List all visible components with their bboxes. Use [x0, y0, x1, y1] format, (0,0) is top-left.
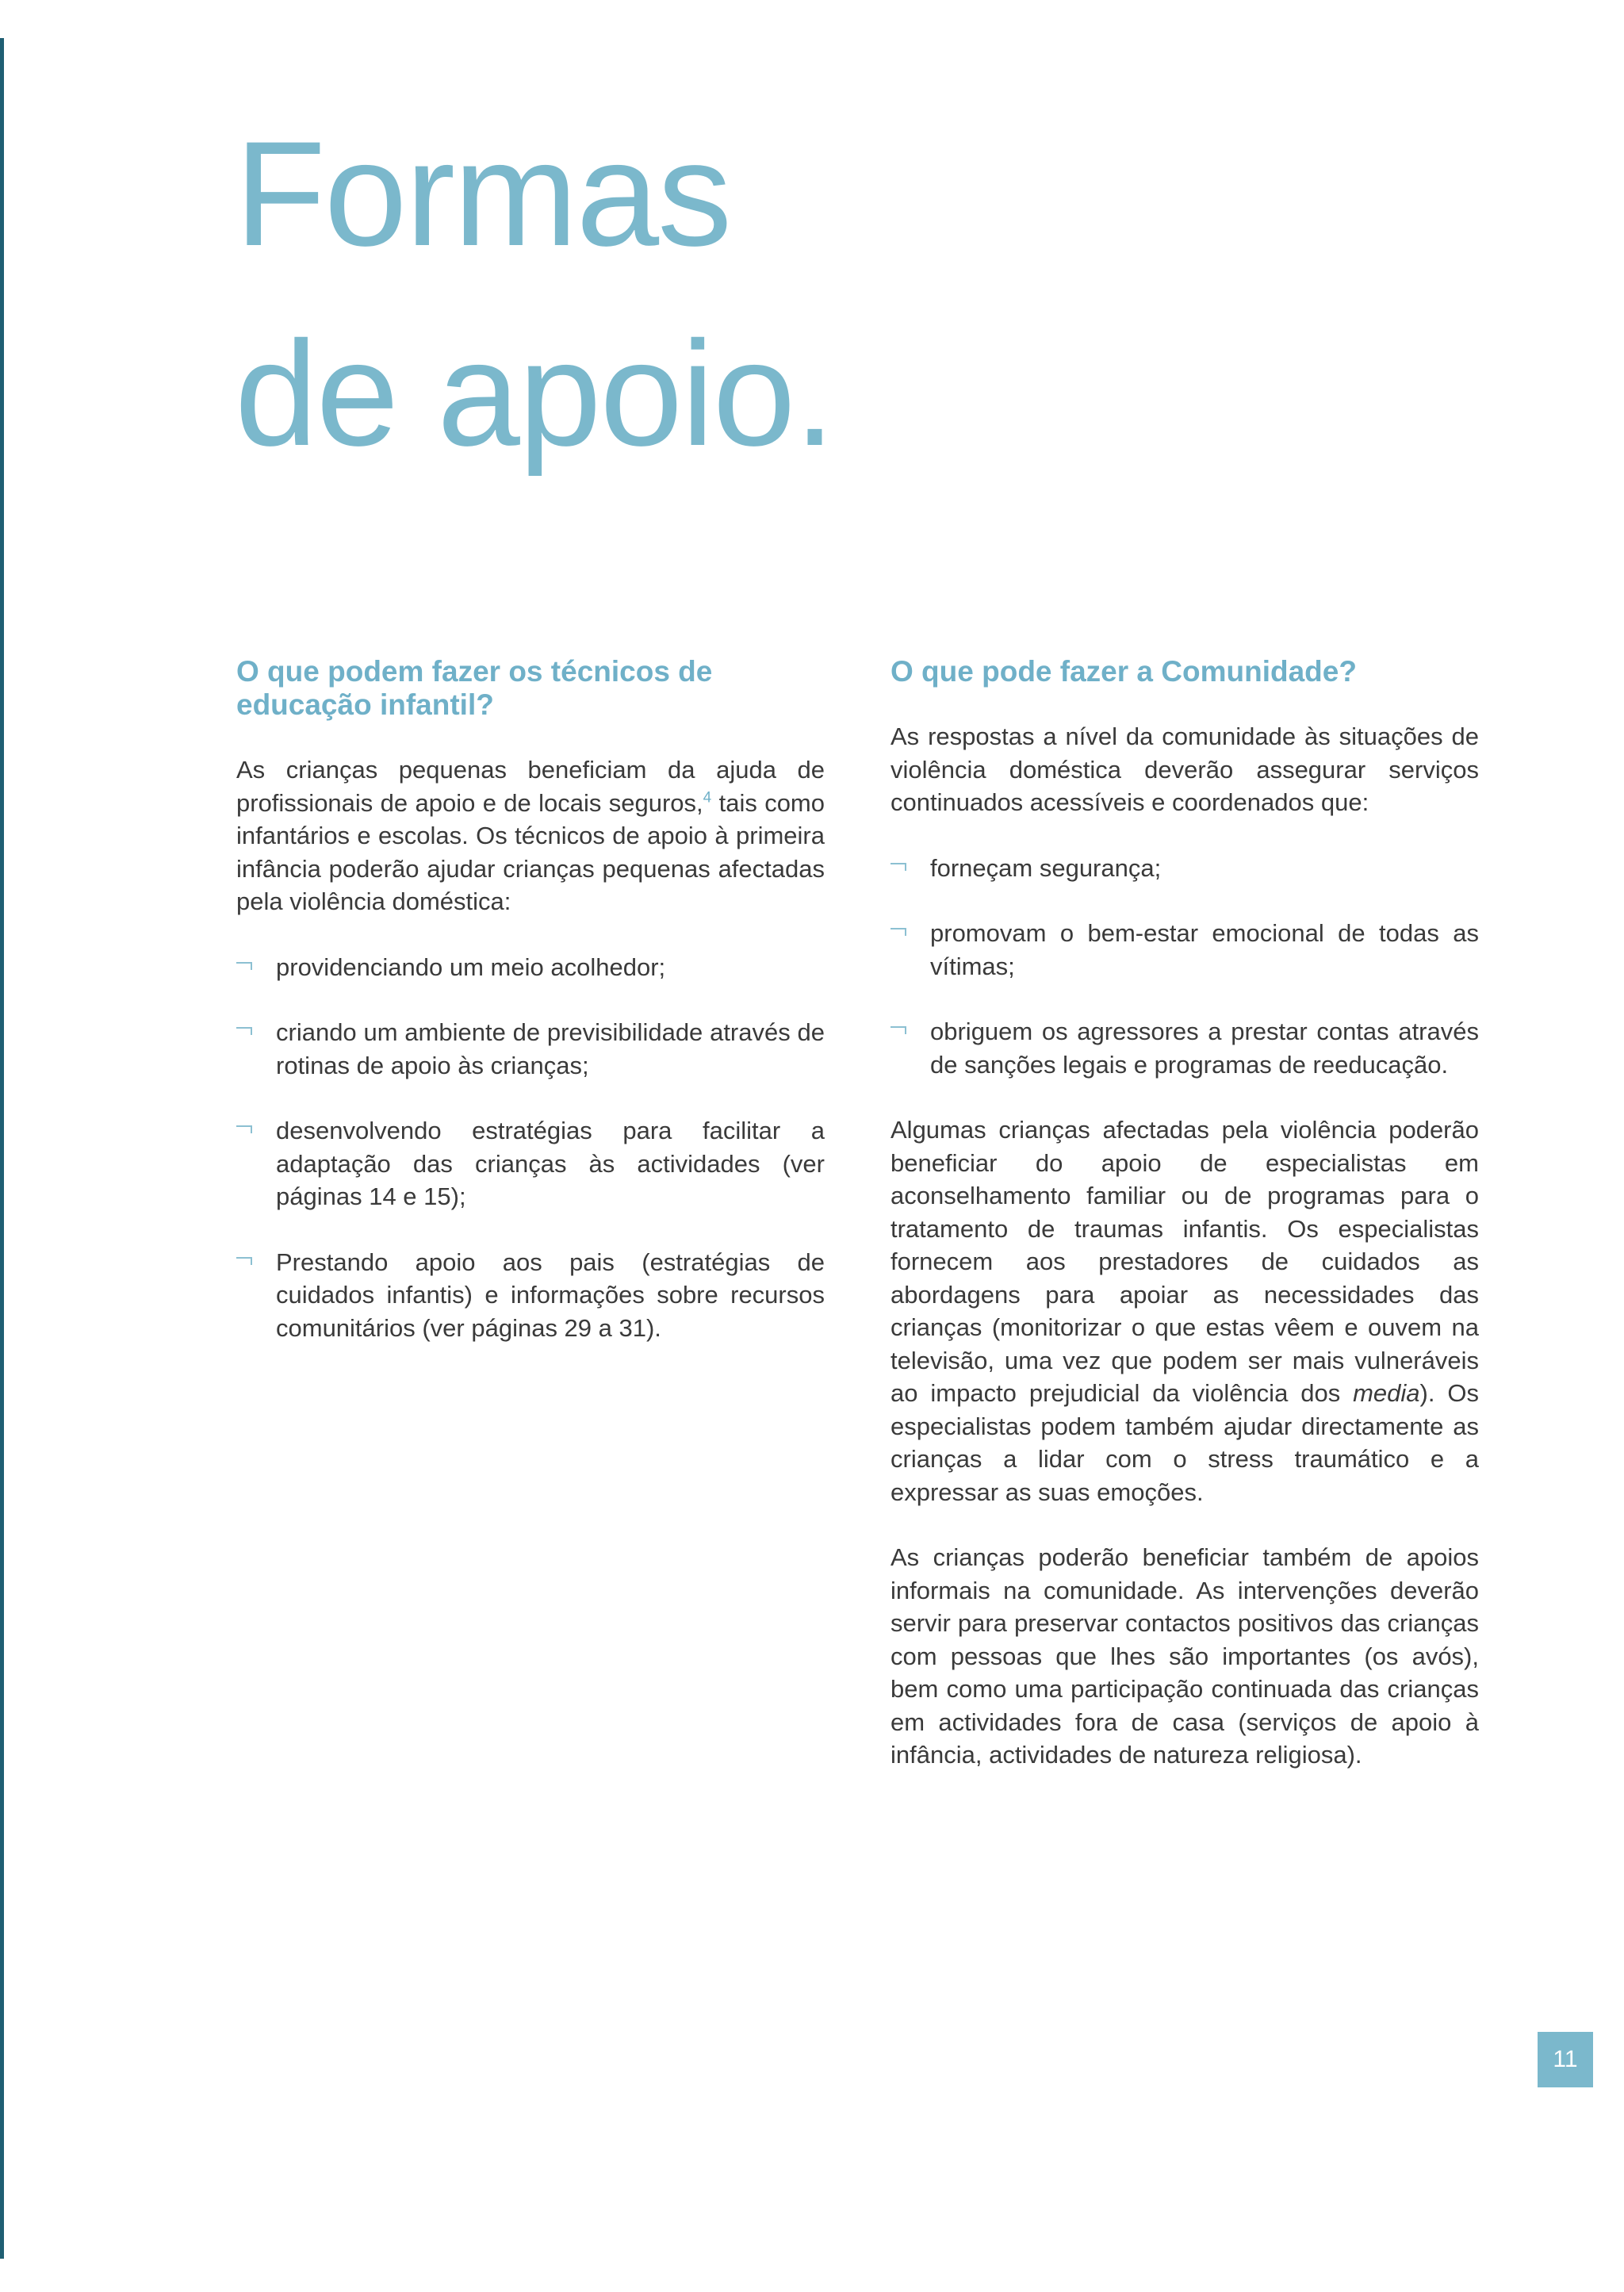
list-item: [236, 1246, 825, 1345]
corner-bullet-icon: [236, 1125, 252, 1133]
paragraph-2-italic-term: media: [1353, 1379, 1420, 1407]
list-item-text: promovam o bem-estar emocional de todas as vítimas;: [930, 919, 1479, 980]
list-item: [891, 1015, 1479, 1081]
list-item: [236, 1114, 825, 1213]
list-item-text: obriguem os agressores a prestar contas através de sanções legais e programas de reeducação.: [930, 1018, 1479, 1079]
page-edge-line: [0, 38, 4, 2259]
right-column-paragraph-3: As crianças poderão beneficiar também de apoios informais na comunidade. As intervenções deverão servir para preservar contactos positivos das crianças com pessoas que lhes são importantes (os avós), bem como uma participação continuada das crianças em actividades fora de casa (serviços de apoio à infância, actividades de natureza religiosa).: [891, 1543, 1479, 1769]
list-item: [891, 917, 1479, 983]
corner-bullet-icon: [891, 863, 906, 871]
left-column-heading: O que podem fazer os técnicos de educação infantil?: [236, 655, 713, 721]
right-column-paragraph-2: [891, 1113, 1479, 1508]
list-item: [236, 1016, 825, 1082]
page-title-line-1: Formas: [235, 110, 731, 277]
list-item-text: providenciando um meio acolhedor;: [276, 952, 666, 981]
left-column-intro: [236, 753, 825, 918]
paragraph-2-text-a: Algumas crianças afectadas pela violência poderão beneficiar do apoio de especialistas em aconselhamento familiar ou de programas para o tratamento de traumas infantis. Os especialistas fornecem aos prestadores de cuidados as abordagens para apoiar as necessidades das crianças (monitorizar o que estas vêem e ouvem na televisão, uma vez que podem ser mais vulneráveis ao impacto prejudicial da violência dos: [891, 1116, 1479, 1407]
list-item-text: desenvolvendo estratégias para facilitar a adaptação das crianças às actividades (ver páginas 14 e 15);: [276, 1117, 825, 1210]
paragraph-2-text-b: ). Os especialistas podem também ajudar directamente as crianças a lidar com o stress traumático e a expressar as suas emoções.: [891, 1379, 1479, 1506]
left-intro-text-b: tais como infantários e escolas. Os técnicos de apoio à primeira infância poderão ajudar crianças pequenas afectadas pela violência doméstica:: [236, 788, 825, 915]
left-bullet-list: [236, 951, 825, 1345]
left-column: [236, 655, 825, 1344]
right-column: [891, 655, 1479, 1772]
right-column-intro: As respostas a nível da comunidade às situações de violência doméstica deverão assegurar serviços continuados acessíveis e coordenados que:: [891, 722, 1479, 816]
list-item-text: forneçam segurança;: [930, 853, 1162, 882]
list-item: [236, 951, 825, 984]
right-bullet-list: [891, 852, 1479, 1082]
list-item: [891, 852, 1479, 885]
list-item-text: criando um ambiente de previsibilidade através de rotinas de apoio às crianças;: [276, 1018, 825, 1079]
left-intro-text-a: As crianças pequenas beneficiam da ajuda de profissionais de apoio e de locais seguros,: [236, 756, 825, 817]
corner-bullet-icon: [891, 1026, 906, 1034]
list-item-text: Prestando apoio aos pais (estratégias de cuidados infantis) e informações sobre recursos comunitários (ver páginas 29 a 31).: [276, 1248, 825, 1342]
footnote-reference: 4: [703, 789, 712, 807]
page-title-line-2: de apoio.: [235, 310, 834, 477]
corner-bullet-icon: [891, 928, 906, 936]
corner-bullet-icon: [236, 962, 252, 970]
corner-bullet-icon: [236, 1257, 252, 1265]
corner-bullet-icon: [236, 1027, 252, 1035]
page-number-badge: 11: [1538, 2032, 1593, 2087]
page-title: [235, 94, 834, 493]
right-column-heading: O que pode fazer a Comunidade?: [891, 655, 1357, 688]
